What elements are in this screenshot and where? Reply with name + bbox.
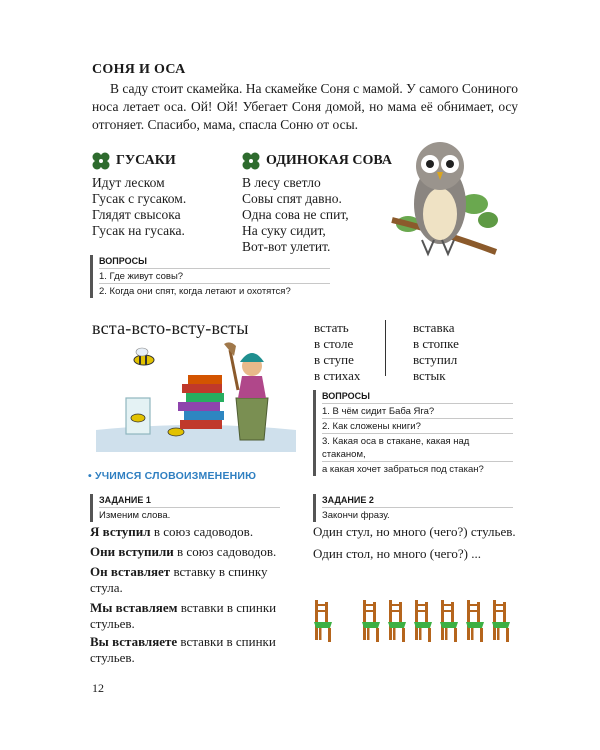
word-item: в стопке [413, 336, 459, 351]
sentence-bold: Он вставляет [90, 564, 171, 579]
questions-baba-yaga-box [313, 390, 513, 476]
question-item: 1. В чём сидит Баба Яга? [322, 403, 513, 418]
sentence-rest: вставку в спинку стула. [90, 564, 268, 595]
question-item: 1. Где живут совы? [99, 268, 330, 283]
task1-sentence [90, 524, 290, 540]
question-item: 3. Какая оса в стакане, какая над стаканом, [322, 433, 513, 461]
chair-icon [410, 598, 436, 644]
chair-icon [462, 598, 488, 644]
task2-sentence: Один стол, но много (чего?) ... [313, 546, 481, 561]
task1-box [90, 494, 280, 522]
poem-geese-heading [90, 151, 176, 171]
poem-line: Глядят свысока [92, 207, 181, 222]
task1-sentence [90, 600, 290, 632]
owl-illustration [382, 132, 502, 282]
chairs-illustration [310, 598, 510, 644]
sentence-bold: Я вступил [90, 524, 151, 539]
clover-icon [240, 151, 262, 171]
word-item: в столе [314, 336, 354, 351]
task1-sentence [90, 544, 300, 560]
sentence-bold: Они вступили [90, 544, 174, 559]
chair-icon [310, 598, 336, 644]
word-item: в ступе [314, 352, 354, 367]
poem-owl-title: ОДИНОКАЯ СОВА [266, 153, 392, 168]
word-item: встык [413, 368, 446, 383]
poem-line: На суку сидит, [242, 223, 326, 238]
poem-line: Гусак на гусака. [92, 223, 185, 238]
chair-icon [384, 598, 410, 644]
chair-icon [488, 598, 514, 644]
word-item: в стихах [314, 368, 361, 383]
question-item: 2. Когда они спят, когда летают и охотятся? [99, 283, 330, 298]
sentence-bold: Мы вставляем [90, 600, 178, 615]
poem-line: Вот-вот улетит. [242, 239, 331, 254]
poem-geese-text [92, 175, 186, 239]
sentence-rest: в союз садоводов. [150, 524, 254, 539]
task2-title: ЗАДАНИЕ 2 [322, 495, 374, 505]
questions-title: ВОПРОСЫ [99, 256, 147, 266]
question-item: 2. Как сложены книги? [322, 418, 513, 433]
task2-instruction: Закончи фразу. [322, 507, 513, 522]
task1-title: ЗАДАНИЕ 1 [99, 495, 151, 505]
poem-line: В лесу светло [242, 175, 321, 190]
word-item: вставка [413, 320, 455, 335]
task2-box [313, 494, 513, 522]
clover-icon [90, 151, 112, 171]
poem-geese-title: ГУСАКИ [116, 153, 176, 168]
story-title: СОНЯ И ОСА [92, 62, 186, 77]
page-number: 12 [92, 681, 104, 695]
baba-yaga-illustration [96, 340, 296, 452]
chair-icon [358, 598, 384, 644]
words-right-column [413, 320, 459, 384]
sentence-rest: в союз садоводов. [173, 544, 277, 559]
poem-line: Идут леском [92, 175, 165, 190]
questions-title: ВОПРОСЫ [322, 391, 370, 401]
poem-line: Одна сова не спит, [242, 207, 349, 222]
task2-sentence: Один стул, но много (чего?) стульев. [313, 524, 516, 539]
word-item: встать [314, 320, 349, 335]
task1-sentence [90, 634, 290, 666]
poem-line: Совы спят давно. [242, 191, 342, 206]
task1-sentence [90, 564, 290, 596]
chair-icon [436, 598, 462, 644]
poem-owl-heading [240, 151, 392, 171]
sentence-bold: Вы вставляете [90, 634, 178, 649]
task1-instruction: Изменим слова. [99, 507, 280, 522]
syllables-heading: вста-всто-всту-всты [92, 318, 249, 338]
sentence-rest: вставки в спинки стульев. [90, 634, 276, 665]
poem-line: Гусак с гусаком. [92, 191, 187, 206]
story-text: В саду стоит скамейка. На скамейке Соня с мамой. У самого Сониного носа летает оса. Ой! Ой! Убегает Соня домой, но мама её обнимает, осу отгоняет. Спасибо, мама, спасла Соню от осы. [92, 81, 518, 132]
section-title: • УЧИМСЯ СЛОВОИЗМЕНЕНИЮ [88, 470, 257, 482]
poem-owl-text [242, 175, 349, 255]
column-divider [385, 320, 386, 376]
word-item: вступил [413, 352, 458, 367]
questions-owl-box [90, 255, 330, 298]
question-item: а какая хочет забраться под стакан? [322, 461, 513, 476]
sentence-rest: вставки в спинки стульев. [90, 600, 277, 631]
words-left-column [314, 320, 360, 384]
